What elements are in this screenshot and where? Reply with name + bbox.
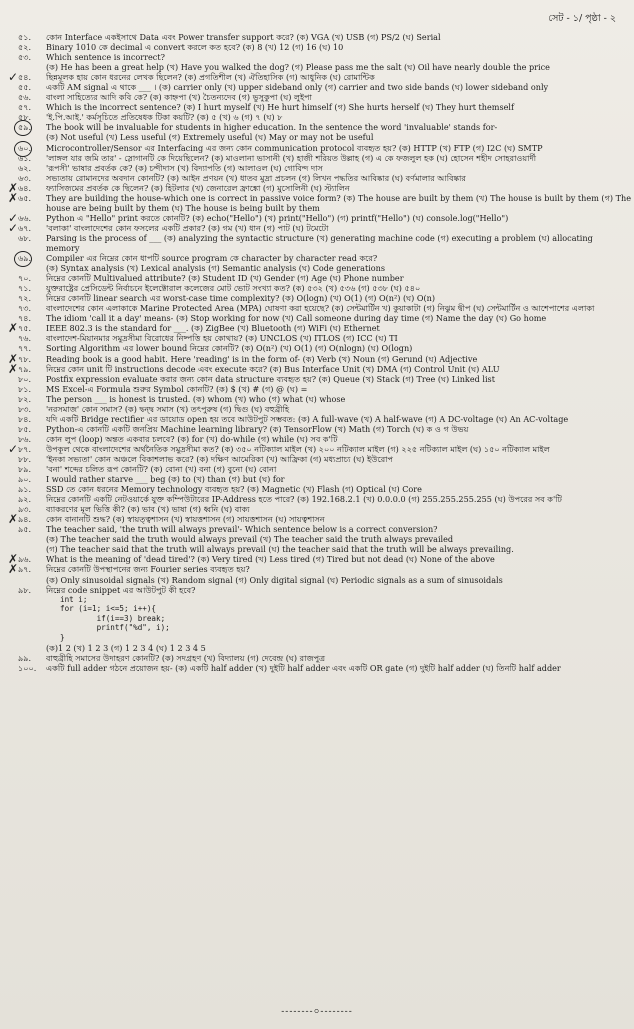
question-text: Reading book is a good habit. Here 'reading' is in the form of- (ক) Verb (খ) Noun (গ) Gerund (ঘ) Adjective: [46, 353, 478, 364]
question-options: (ক) Not useful (খ) Less useful (গ) Extremely useful (ঘ) May or may not be useful: [46, 132, 374, 143]
question-number: ৯৬.: [18, 554, 32, 565]
question-item: [10, 464, 624, 474]
question-text: উপকূল থেকে বাংলাদেশের অর্থনৈতিক সমুদ্রসীমা কত? (ক) ৩৫০ নটিক্যাল মাইল (খ) ২০০ নটিক্যাল মাইল (গ) ২২৫ নটিক্যাল মাইল (ঘ) ১৫০ নটিক্যাল মাইল: [46, 443, 550, 454]
question-number: ৯৭.: [18, 564, 32, 575]
handwritten-mark: ✗: [8, 562, 19, 577]
question-options: (ক) He has been a great help (খ) Have you walked the dog? (গ) Please pass me the salt (ঘ) Oil have nearly double the price: [46, 62, 550, 73]
question-item: [10, 343, 624, 353]
question-body: [46, 514, 624, 524]
question-number: ৮০.: [18, 373, 32, 384]
question-text: যদি একটি Bridge rectifier এর ডায়োড open হয় তবে আউটপুট সম্ভবত: (ক) A full-wave (খ) A half-wave (গ) A DC-voltage (ঘ) An AC-voltage: [46, 413, 569, 424]
question-number: ১০০.: [18, 662, 37, 673]
question-number: ৫৪.: [18, 72, 32, 83]
question-body: [46, 32, 624, 42]
question-item: [10, 424, 624, 434]
question-body: [46, 585, 624, 653]
question-body: [46, 494, 624, 504]
question-text: নিম্নের কোনটি Multivalued attribute? (ক) Student ID (খ) Gender (গ) Age (ঘ) Phone number: [46, 273, 404, 284]
question-item: [10, 494, 624, 504]
question-number: ৫১.: [18, 32, 32, 42]
question-text: SSD তে কোন ধরনের Memory technology ব্যবহৃত হয়? (ক) Magnetic (খ) Flash (গ) Optical (ঘ) Core: [46, 484, 422, 495]
question-body: [46, 354, 624, 364]
question-number: ৬১.: [18, 152, 32, 163]
question-list: [8, 32, 632, 673]
question-body: [46, 434, 624, 444]
question-item: [10, 173, 624, 183]
question-item: [10, 313, 624, 323]
question-number: ৮৯.: [18, 464, 32, 475]
handwritten-mark: ✓: [8, 220, 19, 235]
question-body: [46, 564, 624, 584]
question-body: [46, 72, 624, 82]
question-body: [46, 183, 624, 193]
question-item: [10, 82, 624, 92]
question-text: Compiler এর নিম্নের কোন ধাপটি source program কে character by character read করে?: [46, 253, 378, 264]
question-text: নিম্নের কোনটি উপস্থাপনের জন্য Fourier series ব্যবহৃত হয়?: [46, 564, 250, 575]
handwritten-mark: ✗: [8, 180, 19, 195]
question-number: ৭১.: [18, 283, 32, 294]
code-line: if(i==3) break;: [60, 613, 166, 623]
question-body: [46, 122, 624, 142]
question-item: [10, 122, 624, 142]
question-text: ছিন্নমূলক হায় কোন ধরনের লেখক ছিলেন? (ক) প্রগতিশীল (খ) ঐতিহাসিক (গ) আধুনিক (ঘ) রোমান্টিক: [46, 72, 375, 83]
question-text: I would rather starve ___ beg (ক) to (খ) than (গ) but (ঘ) for: [46, 474, 285, 485]
question-number: ৭৪.: [18, 313, 32, 324]
question-number: ৫৮.: [18, 112, 32, 123]
question-number: ৫৫.: [18, 82, 32, 93]
question-text: ফ্যাসিজমের প্রবর্তক কে ছিলেন? (ক) হিটলার (খ) জেনারেল ফ্রাঙ্কো (গ) মুসোলিনী (ঘ) স্ট্যালিন: [46, 182, 350, 193]
question-number: ৬৯.: [18, 253, 32, 264]
question-text: কোন বানানটি শুদ্ধ? (ক) স্বায়ত্ত্বশাসন (খ) স্বায়ত্তশাসন (গ) সায়ত্তশাসন (ঘ) সায়ত্বশাসন: [46, 514, 325, 525]
question-body: [46, 173, 624, 183]
question-item: [10, 163, 624, 173]
question-number: ৫২.: [18, 42, 32, 53]
question-body: [46, 233, 624, 253]
question-body: [46, 42, 624, 52]
question-item: [8, 70, 624, 85]
question-number: ৮৩.: [18, 403, 32, 414]
handwritten-circle: [14, 251, 32, 267]
question-item: [8, 220, 624, 235]
question-number: ৭৫.: [18, 323, 32, 334]
question-number: ৭৩.: [18, 303, 32, 314]
question-number: ৬২.: [18, 162, 32, 173]
question-body: [46, 293, 624, 303]
question-number: ৯৫.: [18, 524, 32, 535]
question-text: Binary 1010 কে decimal এ convert করলে কত হবে? (ক) 8 (খ) 12 (গ) 16 (ঘ) 10: [46, 42, 344, 53]
question-item: [10, 394, 624, 404]
page-header: সেট - ১/ পৃষ্ঠা - ২: [548, 13, 616, 24]
question-item: [10, 233, 624, 253]
question-body: [46, 112, 624, 122]
question-text: কোন লুপ (loop) অন্তত একবার চলবে? (ক) for (খ) do-while (গ) while (ঘ) সব ক'টি: [46, 433, 338, 444]
question-item: [10, 414, 624, 424]
question-options: house are being built by them (ঘ) The house is being built by them: [46, 202, 320, 213]
question-text: বাংলাদেশের কোন এলাকাকে Marine Protected Area (MPA) ঘোষণা করা হয়েছে? (ক) সেন্টমার্টিন খ) কুয়াকাটা (গ) নিঝুম দ্বীপ (ঘ) সেন্টমার্টিন ও আশেপাশের এলাকা: [46, 303, 595, 314]
question-text: The idiom 'call it a day' means- (ক) Stop working for now (খ) Call someone during day time (গ) Name the day (ঘ) Go home: [46, 313, 547, 324]
question-item: [8, 180, 624, 195]
question-text: 'লাঙ্গল যার জমি তার' - স্লোগানটি কে দিয়েছিলেন? (ক) মাওলানা ভাসানী (খ) হাজী শরিয়ত উল্লাহ (গ) এ কে ফজলুল হক (ঘ) হোসেন শহীদ সোহরাওয়ার্দী: [46, 152, 537, 163]
question-number: ৬৫.: [18, 192, 32, 203]
question-body: [46, 394, 624, 404]
question-text: They are building the house-which one is correct in passive voice form? (ক) The house are built by them (খ) The house is built by them (গ) The: [46, 192, 632, 203]
question-text: কোন Interface একইসাথে Data এবং Power transfer support করে? (ক) VGA (খ) USB (গ) PS/2 (ঘ) Serial: [46, 32, 441, 42]
question-text: 'বলাকা' বাংলাদেশের কোন ফসলের একটি প্রকার? (ক) গম (খ) ধান (গ) পাট (ঘ) টমেটো: [46, 222, 329, 233]
question-text: Which is the incorrect sentence? (ক) I hurt myself (খ) He hurt himself (গ) She hurts herself (ঘ) They hurt themself: [46, 102, 514, 113]
question-item: [10, 112, 624, 122]
question-item: [10, 454, 624, 464]
question-body: [46, 102, 624, 112]
question-item: [8, 351, 624, 366]
code-line: }: [60, 633, 65, 642]
question-text: বাহুব্রীহি সমাসের উদাহরণ কোনটি? (ক) সদগ্রহণ (খ) বিদ্যালয় (গ) দেবেন্দ্র (ঘ) রাজপুত্র: [46, 652, 326, 663]
question-number: ৯১.: [18, 484, 32, 495]
question-item: [8, 441, 624, 456]
question-text: ব্যাকরণের মূল ভিত্তি কী? (ক) ভাব (খ) ভাষা (গ) ধ্বনি (ঘ) বাক্য: [46, 504, 250, 515]
question-number: ৬৮.: [18, 232, 32, 243]
question-item: [10, 374, 624, 384]
handwritten-mark: ✓: [8, 210, 19, 225]
question-text: 'ইনকা সভ্যতা' কোন অঞ্চলে বিকাশলাভ করে? (ক) দক্ষিণ আমেরিকা (খ) আফ্রিকা (গ) মধ্যপ্রাচ্য (ঘ) ইউরোপ: [46, 453, 394, 464]
question-number: ৯০.: [18, 474, 32, 485]
question-number: ৮১.: [18, 383, 32, 394]
question-item: [8, 210, 624, 225]
question-text: বাংলা সাহিত্যের আদি কবি কে? (ক) কাহ্নপা (খ) চৈতন্যদেব (গ) ভুসুকুপা (ঘ) লুইপা: [46, 92, 313, 103]
handwritten-mark: ✓: [8, 441, 19, 456]
question-text: Microcontroller/Sensor এর Interfacing এর জন্য কোন communication protocol ব্যবহৃত হয়? (ক) HTTP (খ) FTP (গ) I2C (ঘ) SMTP: [46, 142, 543, 153]
question-body: [46, 384, 624, 394]
question-text: 'বনা' শব্দের চলিত রূপ কোনটি? (ক) বোনা (খ) বনা (গ) বুনো (ঘ) বোনা: [46, 464, 277, 475]
question-number: ৫৯.: [18, 122, 32, 133]
question-options: (ক)1 2 (খ) 1 2 3 (গ) 1 2 3 4 (ঘ) 1 2 3 4 5: [46, 642, 206, 653]
question-text: যুক্তরাষ্ট্রের প্রেসিডেন্ট নির্বাচনে ইলেক্টোরাল কলেজের মোট ভোট সংখ্যা কত? (ক) ৫৩২ (খ) ৫৩৬ (গ) ৫৩৮ (ঘ) ৫৪০: [46, 283, 421, 294]
question-item: [10, 32, 624, 42]
question-number: ৭৬.: [18, 333, 32, 344]
question-item: [10, 92, 624, 102]
question-item: [10, 653, 624, 663]
question-number: ৯৩.: [18, 504, 32, 515]
page-footer: --------০--------: [281, 1007, 353, 1017]
question-number: ৬০.: [18, 142, 32, 153]
question-text: নিম্নের কোনটি linear search এর worst-case time complexity? (ক) O(logn) (খ) O(1) (গ) O(n²) (ঘ) O(n): [46, 293, 436, 304]
question-text: একটি AM signal এ থাকে ___ । (ক) carrier only (খ) upper sideband only (গ) carrier and two side bands (ঘ) lower sideband only: [46, 82, 549, 93]
question-number: ৯২.: [18, 494, 32, 505]
handwritten-mark: ✗: [8, 552, 19, 567]
question-number: ৫৩.: [18, 52, 32, 63]
question-text: IEEE 802.3 is the standard for ___. (ক) ZigBee (খ) Bluetooth (গ) WiFi (ঘ) Ethernet: [46, 323, 380, 334]
question-text: The teacher said, 'the truth will always prevail'- Which sentence below is a correct conversion?: [46, 524, 438, 535]
question-body: [46, 163, 624, 173]
question-item: [10, 404, 624, 414]
question-number: ৭৮.: [18, 353, 32, 364]
question-item: [10, 524, 624, 554]
question-number: ৮৬.: [18, 433, 32, 444]
question-number: ৮৪.: [18, 413, 32, 424]
question-number: ৯৮.: [18, 584, 32, 595]
question-item: [10, 153, 624, 163]
question-number: ৬৩.: [18, 172, 32, 183]
question-text: 'ই.পি.আই.' কর্মসূচিতে প্রতিষেধক টিকা কয়টি? (ক) ৫ (খ) ৬ (গ) ৭ (ঘ) ৮: [46, 112, 283, 123]
question-item: [10, 283, 624, 293]
question-item: [8, 552, 624, 567]
question-number: ৮৫.: [18, 423, 32, 434]
question-item: [10, 484, 624, 494]
question-number: ৬৪.: [18, 182, 32, 193]
question-item: [10, 52, 624, 72]
question-text: Parsing is the process of ___ (ক) analyzing the syntactic structure (খ) generating machine code (গ) executing a problem (ঘ) allocating: [46, 232, 593, 243]
handwritten-mark: ✗: [8, 361, 19, 376]
question-item: [10, 564, 624, 584]
question-text: MS Excel-এ Formula শুরুর Symbol কোনটি? (ক) $ (খ) # (গ) @ (ঘ) =: [46, 383, 308, 394]
question-text: The book will be invaluable for students in higher education. In the sentence the word 'invaluable' stands for-: [46, 122, 498, 133]
question-body: [46, 92, 624, 102]
question-item: [10, 434, 624, 444]
question-item: [10, 273, 624, 283]
question-body: [46, 663, 624, 673]
question-item: [8, 321, 624, 336]
question-body: [46, 213, 624, 223]
question-item: [8, 361, 624, 376]
question-body: [46, 193, 631, 213]
code-line: int i;: [60, 594, 88, 604]
question-body: [46, 223, 624, 233]
question-number: ৭০.: [18, 273, 32, 284]
question-item: [10, 474, 624, 484]
question-text: The person ___ is honest is trusted. (ক) whom (খ) who (গ) what (ঘ) whose: [46, 393, 346, 404]
question-text: 'রূপসী' ভাষার প্রবর্তক কে? (ক) চন্দীদাস (খ) বিদ্যাপতি (গ) আলাওল (ঘ) গোবিন্দ দাস: [46, 162, 323, 173]
question-options: (ক) Only sinusoidal signals (খ) Random signal (গ) Only digital signal (ঘ) Periodic signals as a sum of sinusoidals: [46, 574, 503, 585]
question-item: [10, 143, 624, 153]
question-body: [46, 484, 624, 494]
question-number: ৮২.: [18, 393, 32, 404]
question-body: [46, 313, 624, 323]
question-text: Sorting Algorithm এর lower bound নিম্নের কোনটি? (ক) O(n²) (খ) O(1) (গ) O(nlogn) (ঘ) O(logn): [46, 343, 413, 354]
question-item: [10, 585, 624, 653]
question-body: [46, 424, 624, 434]
code-line: printf("%d", i);: [60, 623, 170, 633]
question-text: Which sentence is incorrect?: [46, 52, 165, 63]
question-text: সভ্যতায় রোমানদের অবদান কোনটি? (ক) আইন প্রণয়ন (খ) ধাতব মুদ্রা প্রচলন (গ) লিখন পদ্ধতির আবিষ্কার (ঘ) বর্ণমালার আবিষ্কার: [46, 172, 466, 183]
question-body: [46, 323, 624, 333]
question-body: [46, 454, 624, 464]
handwritten-mark: ✗: [8, 321, 19, 336]
question-body: [46, 374, 624, 384]
question-body: [46, 474, 624, 484]
question-body: [46, 143, 624, 153]
question-body: [46, 333, 624, 343]
question-text: নিম্নের কোন unit টি instructions decode এবং execute করে? (ক) Bus Interface Unit (খ) DMA (গ) Control Unit (ঘ) ALU: [46, 363, 500, 374]
question-text: Python-এ কোনটি একটি জনপ্রিয় Machine learning library? (ক) TensorFlow (খ) Math (গ) Torch (ঘ) ক ও গ উভয়: [46, 423, 469, 434]
question-item: [10, 384, 624, 394]
question-options: memory: [46, 242, 80, 253]
question-body: [46, 364, 624, 374]
question-item: [8, 512, 624, 527]
code-line: for (i=1; i<=5; i++){: [60, 604, 157, 614]
question-item: [10, 42, 624, 52]
handwritten-mark: ✓: [8, 70, 19, 85]
question-number: ৫৭.: [18, 102, 32, 113]
question-item: [10, 333, 624, 343]
question-body: [46, 52, 624, 72]
question-text: একটি full adder গঠনে প্রয়োজন হয়- (ক) একটি half adder (খ) দুইটি half adder এবং একটি OR gate (গ) দুইটি half adder (ঘ) তিনটি half adder: [46, 662, 561, 673]
question-item: [10, 293, 624, 303]
handwritten-mark: ✗: [8, 512, 19, 527]
question-number: ৬৬.: [18, 212, 32, 223]
question-item: [8, 190, 632, 213]
question-body: [46, 153, 624, 163]
question-body: [46, 414, 624, 424]
question-body: [46, 504, 624, 514]
question-item: [10, 303, 624, 313]
question-number: ৬৭.: [18, 222, 32, 233]
question-body: [46, 464, 624, 474]
question-body: [46, 82, 624, 92]
question-number: ৭২.: [18, 293, 32, 304]
question-number: ৫৬.: [18, 92, 32, 103]
question-text: নিম্নের কোনটি একটি নেটওয়ার্কে যুক্ত কম্পিউটারের IP-Address হতে পারে? (ক) 192.168.2.1 (খ) 0.0.0.0 (গ) 255.255.255.255 (ঘ) উপরের সব ক'টি: [46, 494, 562, 505]
question-text: Postfix expression evaluate করার জন্য কোন data structure ব্যবহৃত হয়? (ক) Queue (খ) Stack (গ) Tree (ঘ) Linked list: [46, 373, 495, 384]
question-body: [46, 653, 624, 663]
question-body: [46, 253, 624, 273]
handwritten-mark: ✗: [8, 190, 19, 205]
question-body: [46, 273, 624, 283]
question-number: ৭৭.: [18, 343, 32, 354]
question-number: ৯৪.: [18, 514, 32, 525]
question-number: ৮৮.: [18, 453, 32, 464]
question-text: Python এ "Hello" print করতে কোনটি? (ক) echo("Hello") (খ) print("Hello") (গ) printf("Hello") (ঘ) console.log("Hello"): [46, 212, 509, 223]
question-number: ৮৭.: [18, 443, 32, 454]
question-body: [46, 524, 624, 554]
question-body: [46, 303, 624, 313]
question-options: (গ) The teacher said that the truth will always prevail (ঘ) the teacher said that the truth will be always prevailing.: [46, 544, 514, 555]
question-number: ৭৯.: [18, 363, 32, 374]
question-body: [46, 343, 624, 353]
question-body: [46, 554, 624, 564]
question-item: [10, 253, 624, 273]
question-text: বাংলাদেশ-মিয়ানমার সমুদ্রসীমা বিরোধের নিষ্পত্তি হয় কোথায়? (ক) UNCLOS (খ) ITLOS (গ) ICC (ঘ) TI: [46, 333, 398, 344]
question-text: What is the meaning of 'dead tired'? (ক) Very tired (খ) Less tired (গ) Tired but not dead (ঘ) None of the above: [46, 554, 495, 565]
question-options: (ক) The teacher said the truth would always prevail (খ) The teacher said the truth always prevailed: [46, 534, 454, 545]
question-text: নিম্নের code snippet এর আউটপুট কী হবে?: [46, 584, 196, 595]
question-body: [46, 444, 624, 454]
question-body: [46, 404, 624, 414]
question-item: [10, 663, 624, 673]
handwritten-mark: ✗: [8, 351, 19, 366]
question-number: ৯৯.: [18, 652, 32, 663]
question-item: [10, 102, 624, 112]
question-options: (ক) Syntax analysis (খ) Lexical analysis (গ) Semantic analysis (ঘ) Code generations: [46, 263, 386, 274]
question-item: [10, 504, 624, 514]
question-text: 'নরসমাজ' কোন সমাস? (ক) দ্বন্দ্ব সমাস (খ) তৎপুরুষ (গ) দ্বিগু (ঘ) বহুব্রীহি: [46, 403, 290, 414]
question-body: [46, 283, 624, 293]
